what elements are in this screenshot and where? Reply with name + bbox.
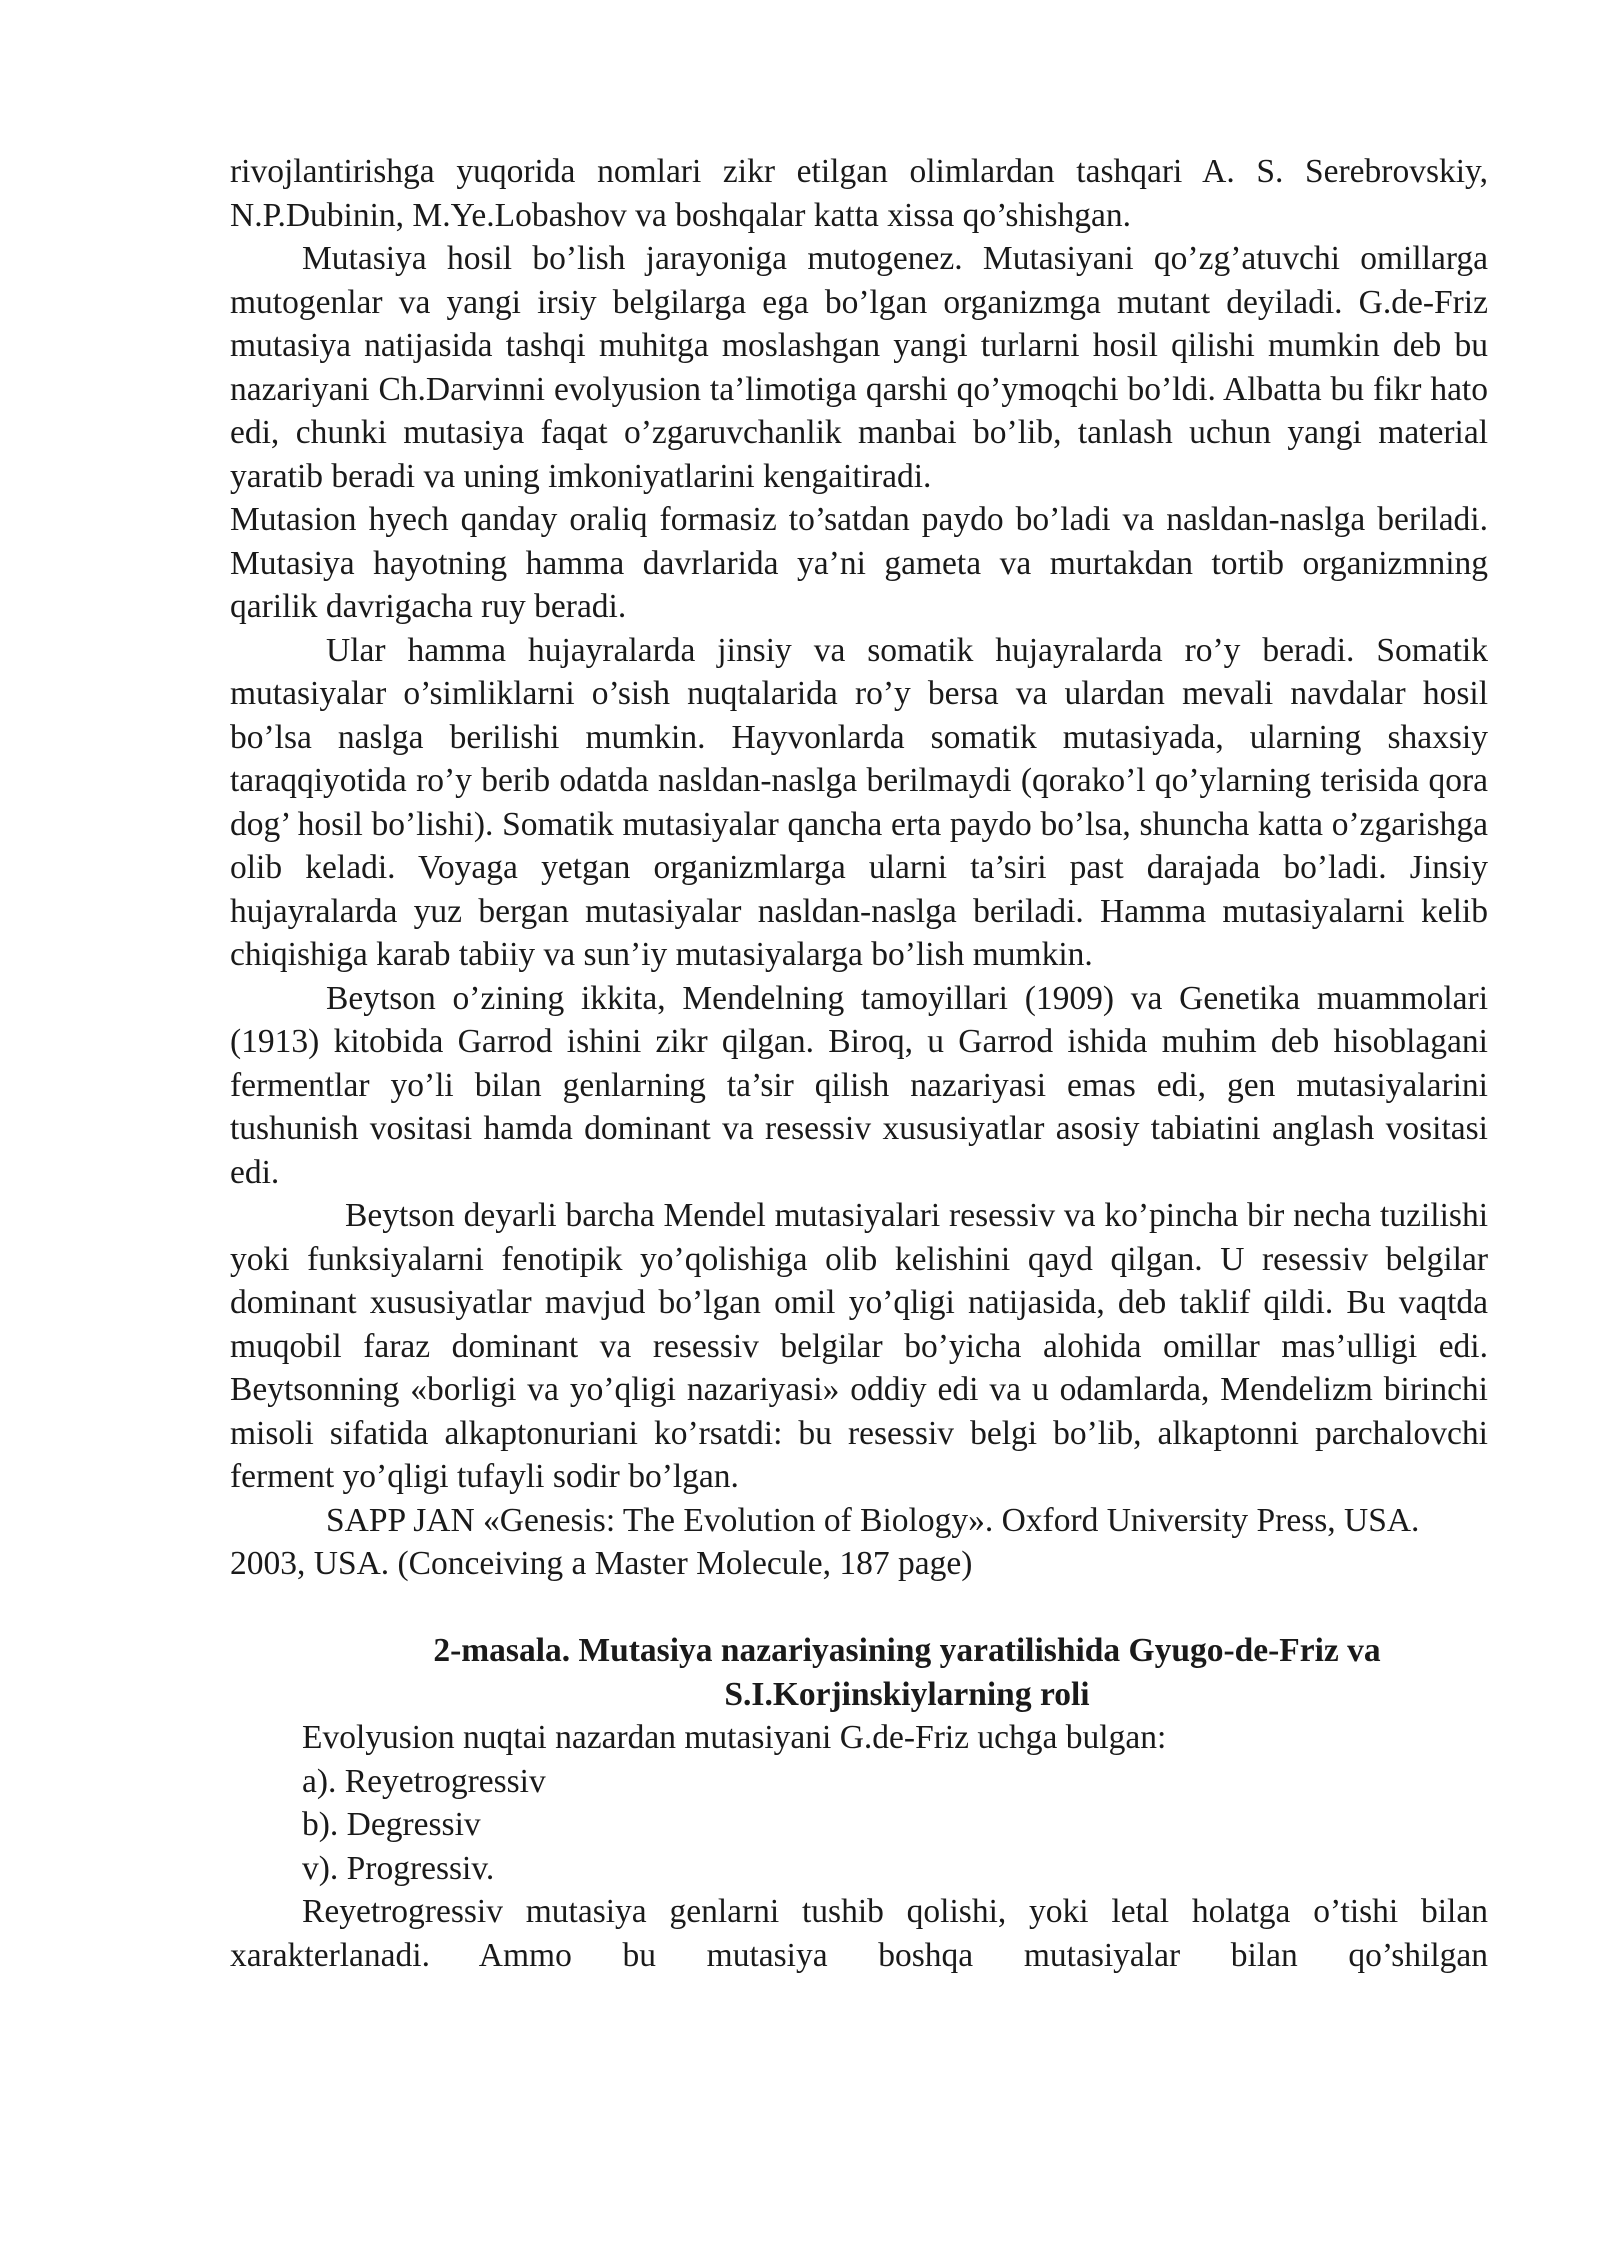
paragraph-6: Beytson deyarli barcha Mendel mutasiyalari resessiv va ko’pincha bir necha tuzilishi yoki funksiyalarni fenotipik yo’qolishiga olib kelishini qayd qilgan. U resessiv belgilar dominant xususiyatlar mavjud bo’lgan omil yo’qligi natijasida, deb taklif qildi. Bu vaqtda muqobil faraz dominant va resessiv belgilar bo’yicha alohida omillar mas’ulligi edi. Beytsonning «borligi va yo’qligi nazariyasi» oddiy edi va u odamlarda, Mendelizm birinchi misoli sifatida alkaptonuriani ko’rsatdi: bu resessiv belgi bo’lib, alkaptonni parchalovchi ferment yo’qligi tufayli sodir bo’lgan. bbox=[230, 1197, 1488, 1495]
paragraph-5: Beytson o’zining ikkita, Mendelning tamoyillari (1909) va Genetika muammolari (1913) kitobida Garrod ishini zikr qilgan. Biroq, u Garrod ishida muhim deb hisoblagani fermentlar yo’li bilan genlarning ta’sir qilish nazariyasi emas edi, gen mutasiyalarini tushunish vositasi hamda dominant va resessiv xususiyatlar asosiy tabiatini anglash vositasi edi. bbox=[230, 979, 1488, 1191]
reference-paragraph: SAPP JAN «Genesis: The Evolution of Biology». Oxford University Press, USA. 2003, USA. (Conceiving a Master Molecule, 187 page) bbox=[230, 1501, 1420, 1582]
final-paragraph: Reyetrogressiv mutasiya genlarni tushib qolishi, yoki letal holatga o’tishi bilan xarakterlanadi. Ammo bu mutasiya boshqa mutasiyalar bilan qo’shilgan bbox=[230, 1893, 1488, 1974]
list-item-b: b). Degressiv bbox=[302, 1806, 481, 1843]
section-heading: 2-masala. Mutasiya nazariyasining yaratilishida Gyugo-de-Friz va S.I.Korjinskiylarning roli bbox=[433, 1632, 1381, 1713]
paragraph-4: Ular hamma hujayralarda jinsiy va somatik hujayralarda ro’y beradi. Somatik mutasiyalar o’simliklarni o’sish nuqtalarida ro’y bersa va ulardan mevali navdalar hosil bo’lsa naslga berilishi mumkin. Hayvonlarda somatik mutasiyada, ularning shaxsiy taraqqiyotida ro’y berib odatda nasldan-naslga berilmaydi (qorako’l qo’ylarning terisida qora dog’ hosil bo’lishi). Somatik mutasiyalar qancha erta paydo bo’lsa, shuncha katta o’zgarishga olib keladi. Voyaga yetgan organizmlarga ularni ta’siri past darajada bo’ladi. Jinsiy hujayralarda yuz bergan mutasiyalar nasldan-naslga beriladi. Hamma mutasiyalarni kelib chiqishiga karab tabiiy va sun’iy mutasiyalarga bo’lish mumkin. bbox=[230, 631, 1488, 973]
intro-paragraph: Evolyusion nuqtai nazardan mutasiyani G.de-Friz uchga bulgan: bbox=[302, 1719, 1167, 1756]
document-page bbox=[230, 150, 1488, 1977]
list-item-a: a). Reyetrogressiv bbox=[302, 1762, 546, 1800]
blank-line bbox=[230, 1586, 1488, 1630]
paragraph-1: rivojlantirishga yuqorida nomlari zikr etilgan olimlardan tashqari A. S. Serebrovskiy, N.P.Dubinin, M.Ye.Lobashov va boshqalar katta xissa qo’shishgan. bbox=[230, 153, 1488, 234]
paragraph-2: Mutasiya hosil bo’lish jarayoniga mutogenez. Mutasiyani qo’zg’atuvchi omillarga mutogenlar va yangi irsiy belgilarga ega bo’lgan organizmga mutant deyiladi. G.de-Friz mutasiya natijasida tashqi muhitga moslashgan yangi turlarni hosil qilishi mumkin deb bu nazariyani Ch.Darvinni evolyusion ta’limotiga qarshi qo’ymoqchi bo’ldi. Albatta bu fikr hato edi, chunki mutasiya faqat o’zgaruvchanlik manbai bo’lib, tanlash uchun yangi material yaratib beradi va uning imkoniyatlarini kengaitiradi. bbox=[230, 240, 1488, 495]
paragraph-3: Mutasion hyech qanday oraliq formasiz to’satdan paydo bo’ladi va nasldan-naslga beriladi. Mutasiya hayotning hamma davrlarida ya’ni gameta va murtakdan tortib organizmning qarilik davrigacha ruy beradi. bbox=[230, 501, 1488, 625]
list-item-v: v). Progressiv. bbox=[302, 1849, 495, 1887]
